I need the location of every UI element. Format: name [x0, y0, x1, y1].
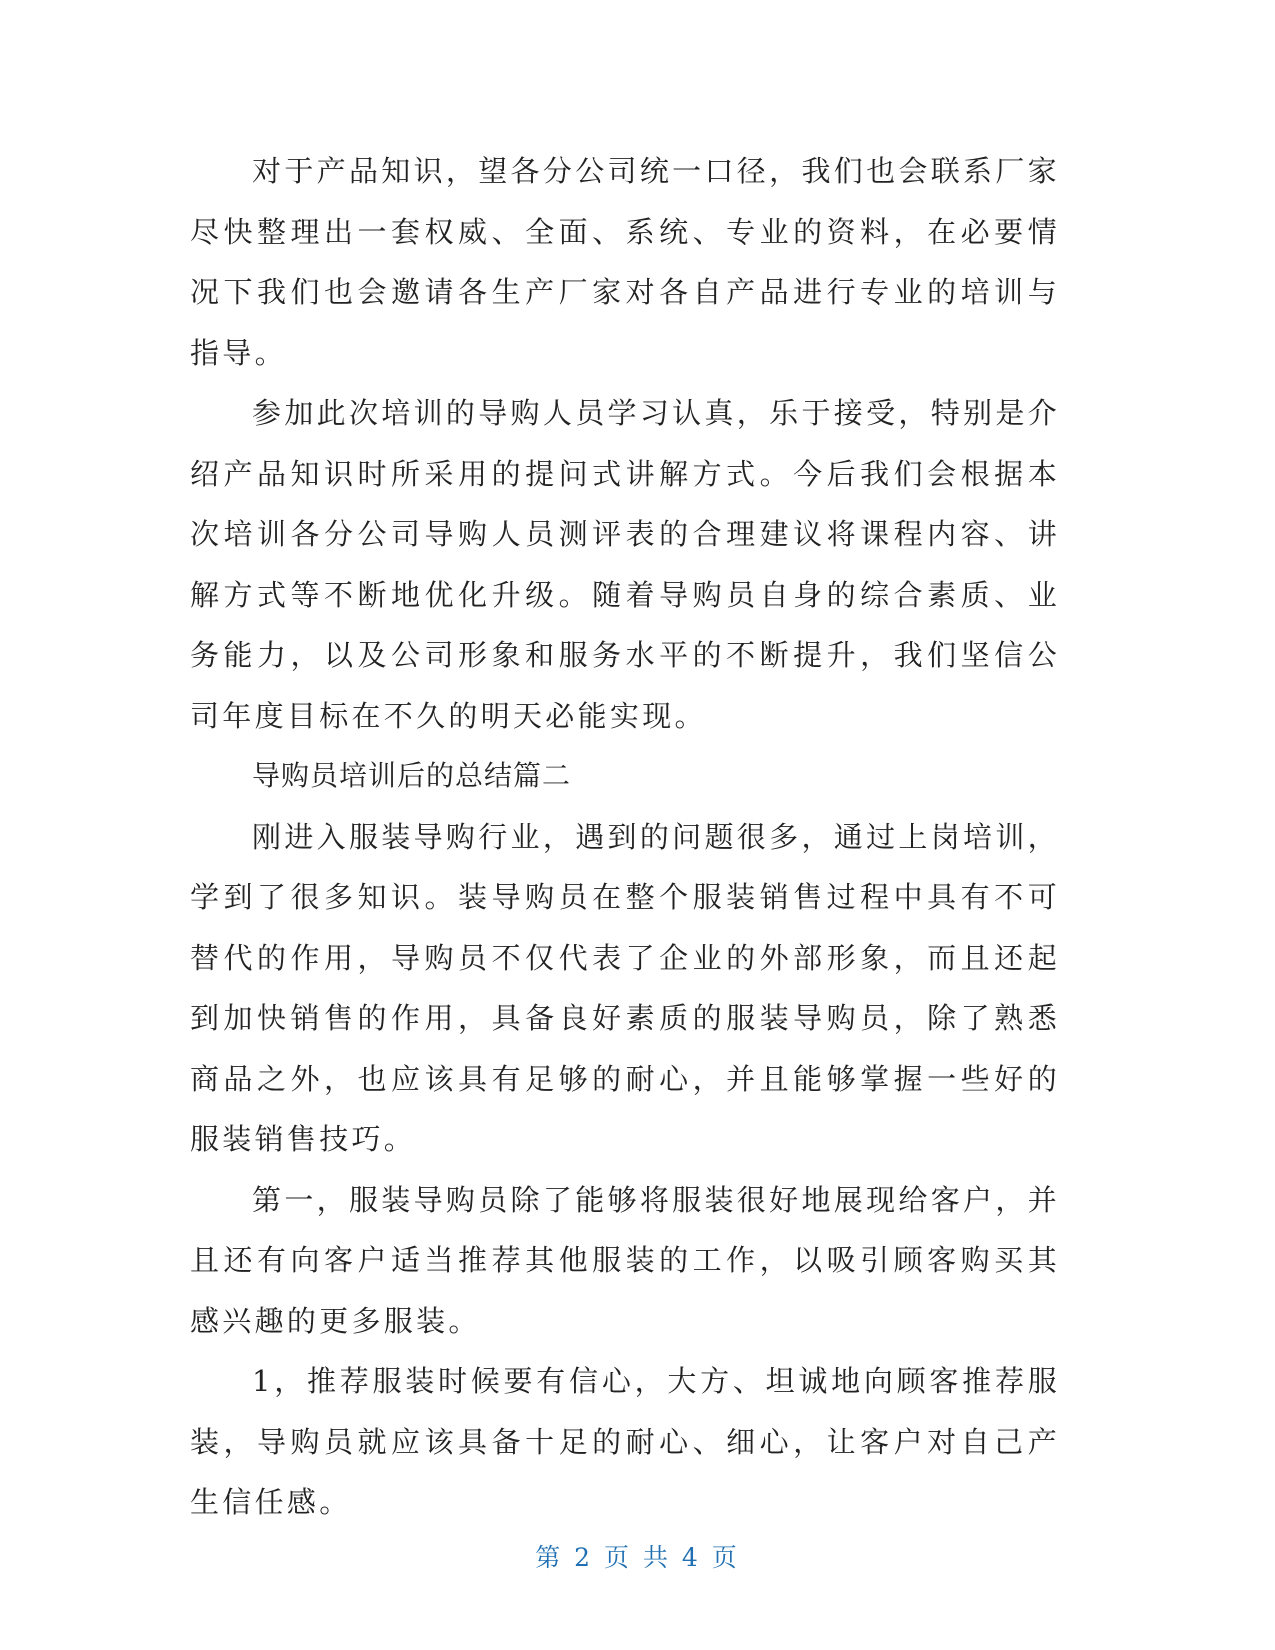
footer-suffix: 页: [711, 1543, 740, 1572]
paragraph-recommend-confidence: 1，推荐服装时候要有信心，大方、坦诚地向顾客推荐服装，导购员就应该具备十足的耐心、细心，让客户对自己产生信任感。: [190, 1364, 1060, 1519]
footer-middle: 页 共: [604, 1543, 671, 1572]
footer-current-page: 2: [574, 1543, 594, 1572]
paragraph-training-feedback: 参加此次培训的导购人员学习认真，乐于接受，特别是介绍产品知识时所采用的提问式讲解方式。今后我们会根据本次培训各分公司导购人员测评表的合理建议将课程内容、讲解方式等不断地优化升级。随着导购员自身的综合素质、业务能力，以及公司形象和服务水平的不断提升，我们坚信公司年度目标在不久的明天必能实现。: [190, 396, 1060, 733]
footer-total-pages: 4: [681, 1543, 701, 1572]
section-heading: 导购员培训后的总结篇二: [252, 759, 572, 792]
paragraph-point-one: 第一，服装导购员除了能够将服装很好地展现给客户，并且还有向客户适当推荐其他服装的工作，以吸引顾客购买其感兴趣的更多服装。: [190, 1182, 1060, 1338]
document-body: [190, 141, 1060, 1533]
page-footer: [0, 1538, 1275, 1574]
footer-prefix: 第: [535, 1543, 564, 1572]
paragraph-product-knowledge: 对于产品知识，望各分公司统一口径，我们也会联系厂家尽快整理出一套权威、全面、系统、专业的资料，在必要情况下我们也会邀请各生产厂家对各自产品进行专业的培训与指导。: [190, 154, 1060, 370]
paragraph-industry-intro: 刚进入服装导购行业，遇到的问题很多，通过上岗培训，学到了很多知识。装导购员在整个服装销售过程中具有不可替代的作用，导购员不仅代表了企业的外部形象，而且还起到加快销售的作用，具备良好素质的服装导购员，除了熟悉商品之外，也应该具有足够的耐心，并且能够掌握一些好的服装销售技巧。: [190, 819, 1060, 1156]
